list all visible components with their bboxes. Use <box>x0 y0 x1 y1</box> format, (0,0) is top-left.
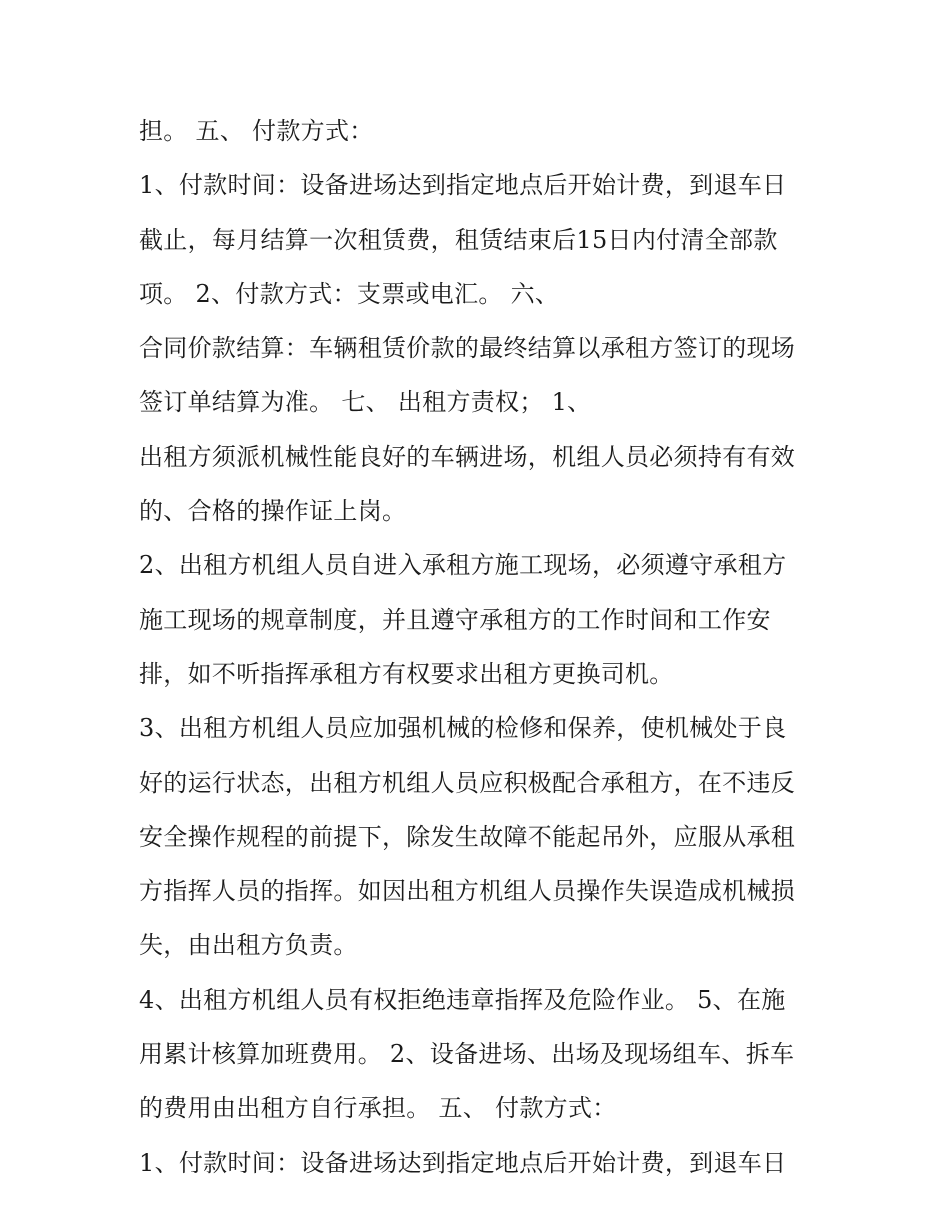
text-line: 1、付款时间：设备进场达到指定地点后开始计费，到退车日 <box>139 1148 787 1177</box>
text-line: 截止，每月结算一次租赁费，租赁结束后15日内付清全部款 <box>139 225 778 254</box>
text-line: 失，由出租方负责。 <box>139 931 358 960</box>
text-line: 施工现场的规章制度，并且遵守承租方的工作时间和工作安 <box>139 605 771 634</box>
text-line: 的、合格的操作证上岗。 <box>139 497 407 526</box>
text-line: 合同价款结算：车辆租赁价款的最终结算以承租方签订的现场 <box>139 334 796 363</box>
text-line: 安全操作规程的前提下，除发生故障不能起吊外，应服从承租 <box>139 822 796 851</box>
text-line: 用累计核算加班费用。 2、设备进场、出场及现场组车、拆车 <box>139 1040 795 1069</box>
text-line: 排，如不听指挥承租方有权要求出租方更换司机。 <box>139 659 674 688</box>
contract-text-block <box>139 104 819 1190</box>
text-line: 签订单结算为准。 七、 出租方责权； 1、 <box>139 388 592 417</box>
text-line: 4、出租方机组人员有权拒绝违章指挥及危险作业。 5、在施 <box>139 985 786 1014</box>
text-line: 出租方须派机械性能良好的车辆进场，机组人员必须持有有效 <box>139 442 796 471</box>
text-line: 2、出租方机组人员自进入承租方施工现场，必须遵守承租方 <box>139 551 787 580</box>
text-line: 3、出租方机组人员应加强机械的检修和保养，使机械处于良 <box>139 714 787 743</box>
text-line: 担。 五、 付款方式： <box>139 117 374 145</box>
text-line: 方指挥人员的指挥。如因出租方机组人员操作失误造成机械损 <box>139 877 796 906</box>
text-line: 好的运行状态，出租方机组人员应积极配合承租方，在不违反 <box>139 768 796 797</box>
text-line: 项。 2、付款方式：支票或电汇。 六、 <box>139 279 560 308</box>
text-line: 1、付款时间：设备进场达到指定地点后开始计费，到退车日 <box>139 171 787 200</box>
text-line: 的费用由出租方自行承担。 五、 付款方式： <box>139 1094 617 1123</box>
